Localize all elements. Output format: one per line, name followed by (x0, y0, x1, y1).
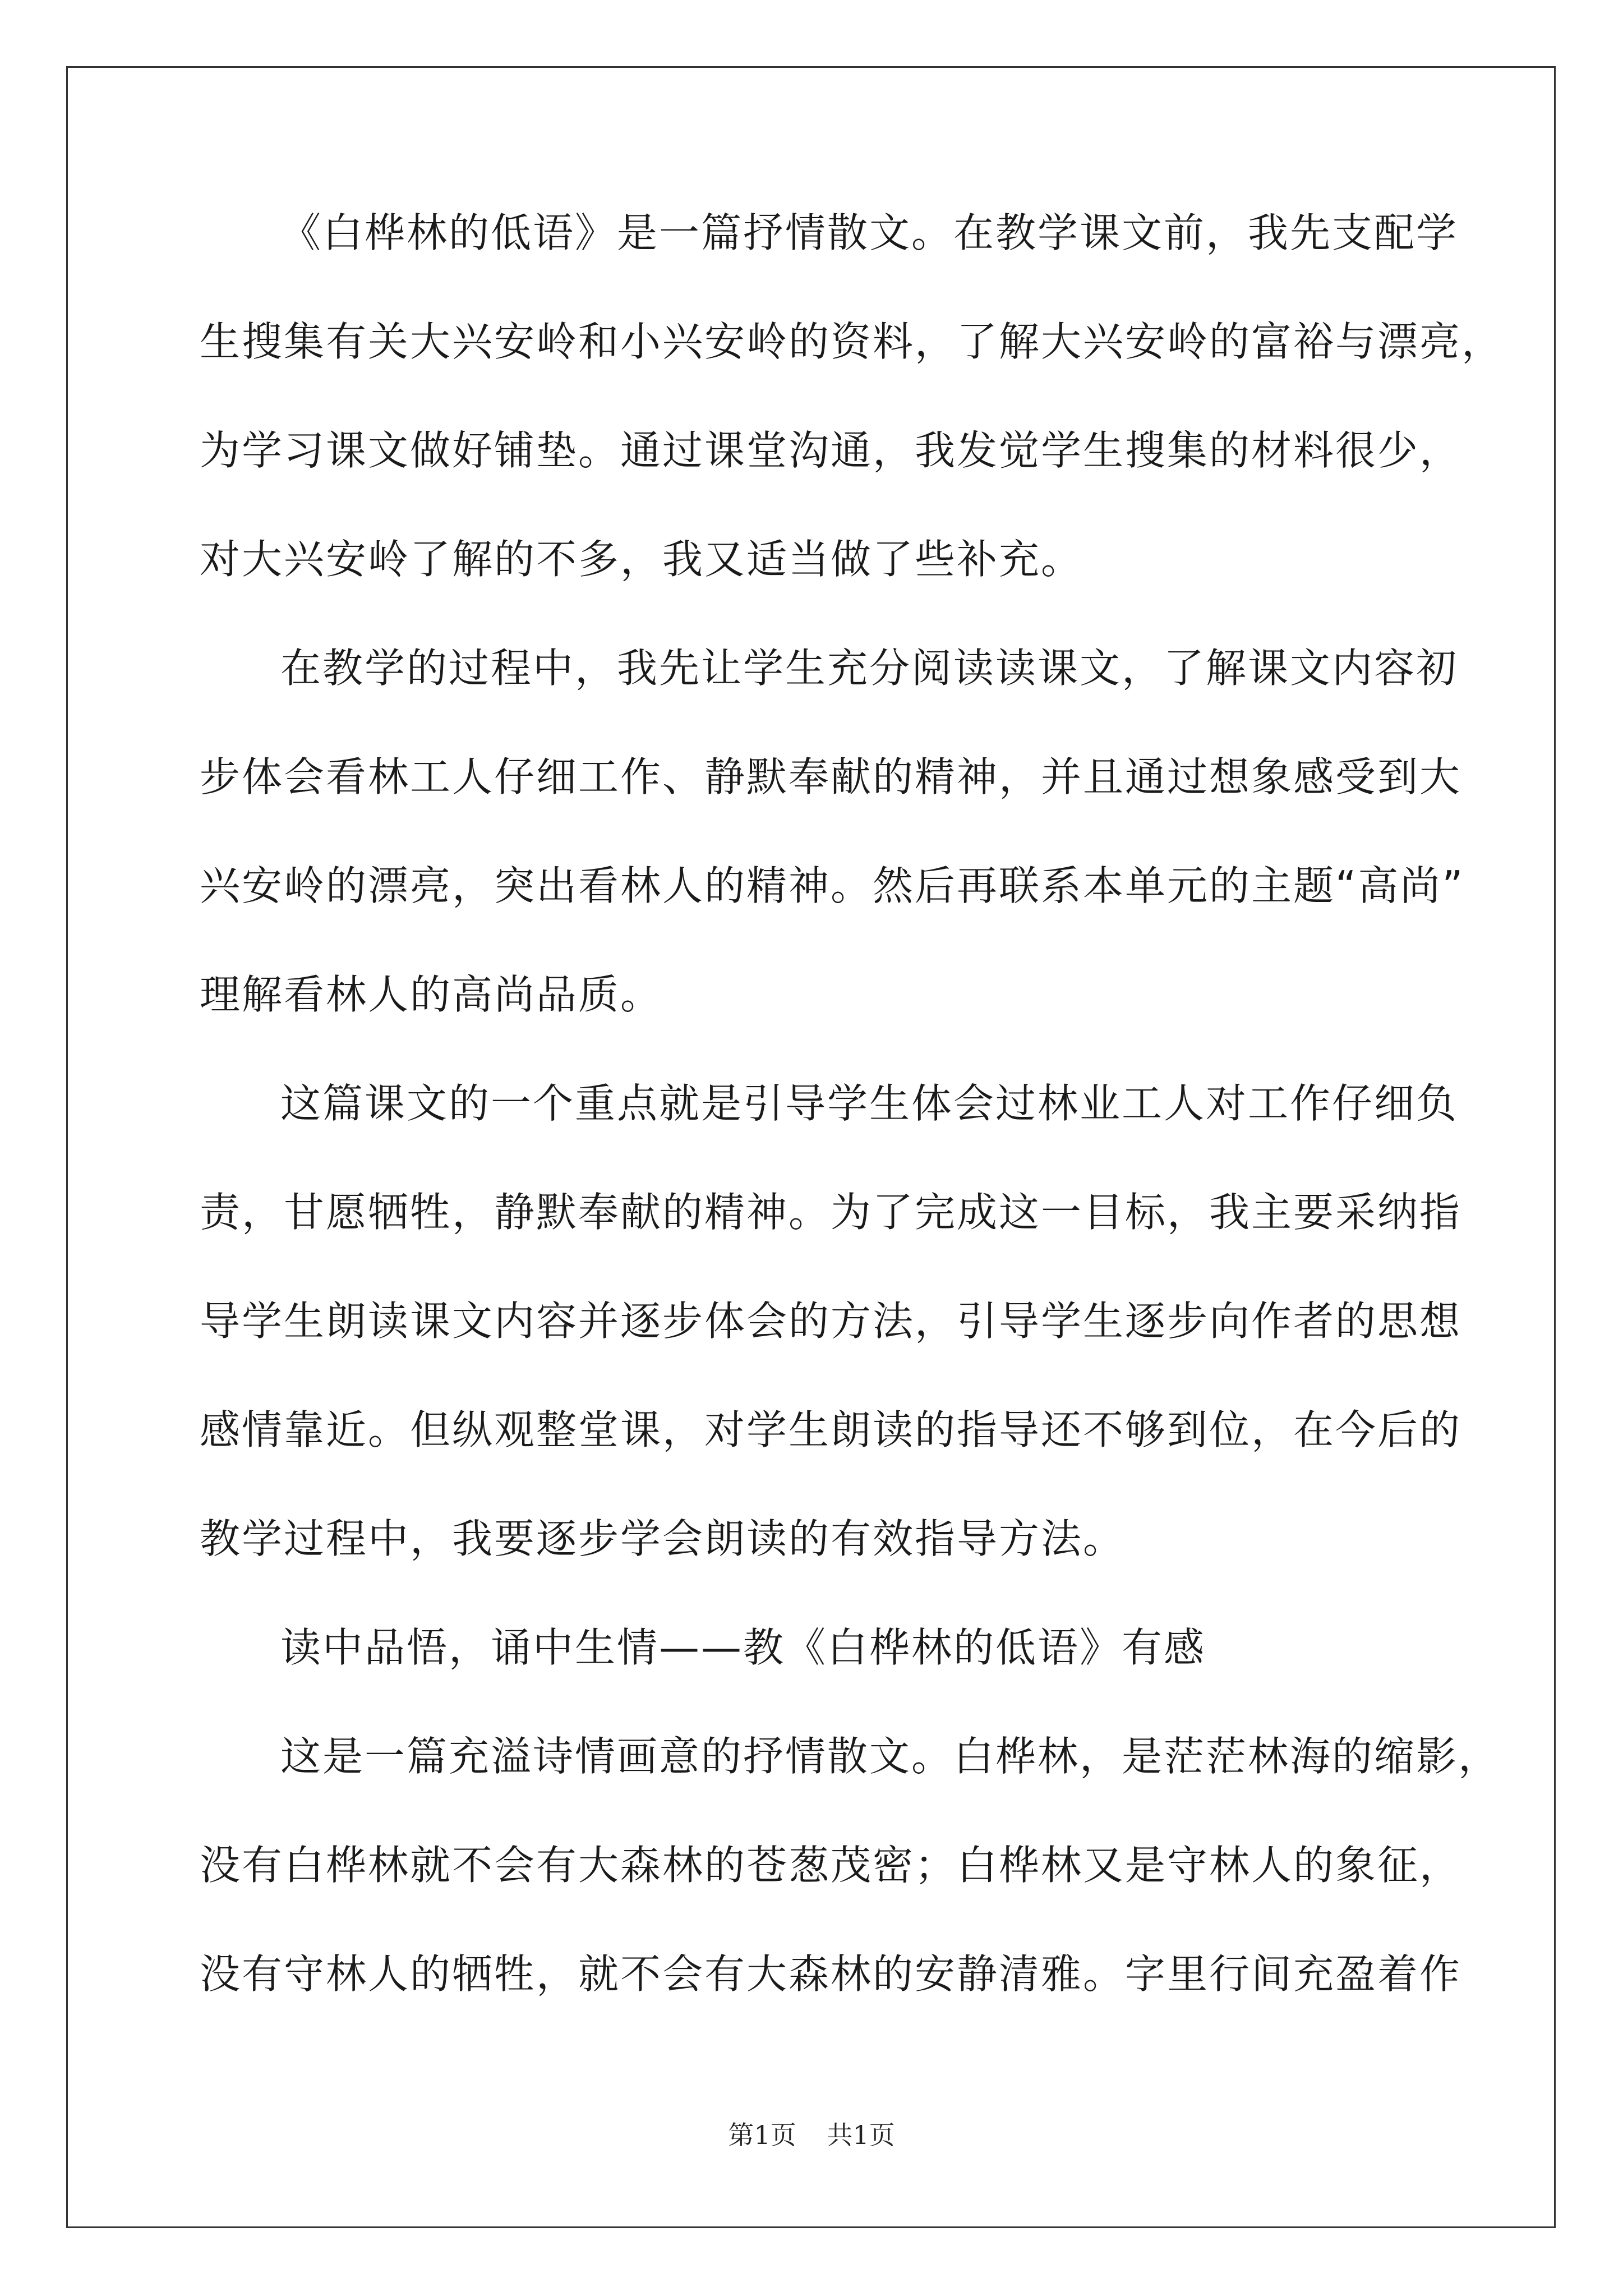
paragraph-2-line-2: 步体会看林工人仔细工作、静默奉献的精神，并且通过想象感受到大 (200, 753, 1462, 800)
paragraph-5-line-2: 没有白桦林就不会有大森林的苍葱茂密；白桦林又是守林人的象征， (200, 1842, 1462, 1889)
page-total: 共1页 (827, 2120, 895, 2150)
paragraph-3-line-2: 责，甘愿牺牲，静默奉献的精神。为了完成这一目标，我主要采纳指 (200, 1189, 1462, 1236)
paragraph-3-line-1: 这篇课文的一个重点就是引导学生体会过林业工人对工作仔细负 (280, 1080, 1459, 1127)
paragraph-1-line-3: 为学习课文做好铺垫。通过课堂沟通，我发觉学生搜集的材料很少， (200, 427, 1462, 474)
paragraph-5-line-1: 这是一篇充溢诗情画意的抒情散文。白桦林，是茫茫林海的缩影， (280, 1733, 1501, 1780)
page-frame (66, 66, 1556, 2228)
paragraph-2-line-3: 兴安岭的漂亮，突出看林人的精神。然后再联系本单元的主题“高尚” (200, 862, 1465, 909)
paragraph-2-line-1: 在教学的过程中，我先让学生充分阅读读课文，了解课文内容初 (280, 645, 1459, 692)
paragraph-3-line-4: 感情靠近。但纵观整堂课，对学生朗读的指导还不够到位，在今后的 (200, 1406, 1462, 1453)
paragraph-3-line-5: 教学过程中，我要逐步学会朗读的有效指导方法。 (200, 1515, 1126, 1562)
paragraph-3-line-3: 导学生朗读课文内容并逐步体会的方法，引导学生逐步向作者的思想 (200, 1297, 1462, 1345)
paragraph-2-line-4: 理解看林人的高尚品质。 (200, 971, 663, 1018)
paragraph-5-line-3: 没有守林人的牺牲，就不会有大森林的安静清雅。字里行间充盈着作 (200, 1950, 1462, 1998)
section-heading: 读中品悟，诵中生情——教《白桦林的低语》有感 (280, 1624, 1206, 1671)
paragraph-1-line-1: 《白桦林的低语》是一篇抒情散文。在教学课文前，我先支配学 (280, 209, 1459, 256)
page-number: 第1页 (728, 2120, 796, 2150)
page-footer (0, 2115, 1623, 2152)
paragraph-1-line-2: 生搜集有关大兴安岭和小兴安岭的资料，了解大兴安岭的富裕与漂亮， (200, 318, 1504, 365)
paragraph-1-line-4: 对大兴安岭了解的不多，我又适当做了些补充。 (200, 536, 1083, 583)
